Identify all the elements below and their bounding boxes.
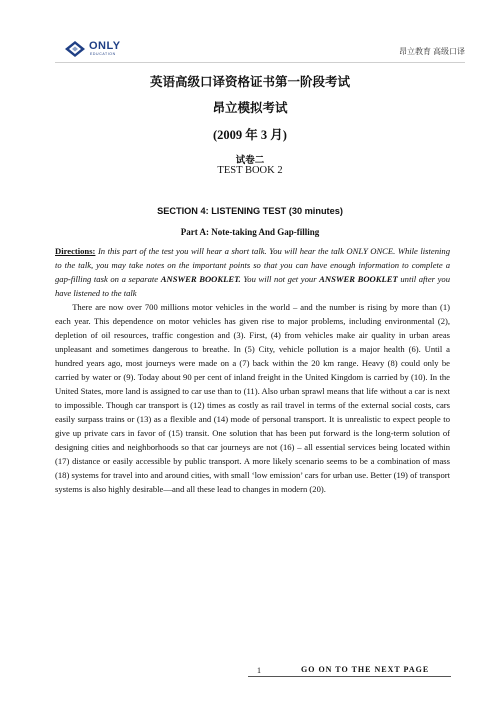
paper-label: 试卷二 bbox=[235, 156, 265, 166]
part-heading: Part A: Note-taking And Gap-filling bbox=[180, 227, 320, 237]
directions-block bbox=[55, 244, 450, 300]
directions-text-1: In this part of the test you will hear a short talk. You will hear the talk ONLY ONCE. While listening to the talk, you may take notes on the important points so that you can have enough information to complete a gap-filling task on a separate bbox=[55, 246, 450, 284]
directions-label: Directions: bbox=[55, 246, 96, 256]
header-divider bbox=[55, 62, 465, 63]
only-education-logo bbox=[63, 39, 133, 61]
logo-text: ONLY bbox=[89, 40, 121, 52]
exam-date: (2009 年 3 月) bbox=[213, 128, 287, 142]
page-number: 1 bbox=[257, 666, 261, 675]
gap-filling-passage: There are now over 700 millions motor vehicles in the world – and the number is rising by more than (1) each year. This dependence on motor vehicles has given rise to major problems, including environmental (2), depletion of oil resources, traffic congestion and (3). First, (4) from vehicles make air quality in urban areas unpleasant and sometimes dangerous to breathe. In (5) City, vehicle pollution is a major health (6). Until a hundred years ago, most journeys were made on a (7) back within the 20 km range. Heavy (8) could only be carried by water or (9). Today about 90 per cent of inland freight in the United Kingdom is carried by (10). In the United States, more land is assigned to car use than to (11). Also urban sprawl means that life without a car is next to impossible. Though car transport is (12) times as costly as rail travel in terms of the external social costs, cars easily surpass trains or (13) as a flexible and (14) mode of personal transport. It is unrealistic to expect people to give up private cars in favor of (15) transit. One solution that has been put forward is the long-term solution of designing cities and neighborhoods so that car journeys are not (16) – all essential services being located within (17) distance or easily accessible by public transport. A more likely scenario seems to be a combination of mass (18) systems for travel into and around cities, with small ‘low emission’ cars for urban use. Better (19) of transport systems is also highly desirable—and all these lead to changes in modern (20). bbox=[55, 302, 450, 494]
mock-title: 昂立模拟考试 bbox=[212, 101, 288, 115]
answer-booklet-ref-1: ANSWER BOOKLET. bbox=[160, 274, 241, 284]
directions-text-2: You will not get your bbox=[240, 274, 320, 284]
footer-divider bbox=[248, 676, 451, 677]
header-right-text: 昂立教育 高级口译 bbox=[399, 47, 465, 56]
section-heading: SECTION 4: LISTENING TEST (30 minutes) bbox=[157, 206, 343, 216]
directions-text-3: until after you have listened to the talk bbox=[55, 274, 451, 298]
exam-title: 英语高级口译资格证书第一阶段考试 bbox=[149, 75, 350, 89]
logo-mark-icon bbox=[63, 39, 87, 61]
test-book-label: TEST BOOK 2 bbox=[217, 165, 283, 176]
page-header bbox=[55, 37, 465, 63]
answer-booklet-ref-2: ANSWER BOOKLET bbox=[319, 274, 398, 284]
next-page-notice: GO ON TO THE NEXT PAGE bbox=[301, 665, 430, 674]
logo-subtext: EDUCATION bbox=[90, 52, 116, 56]
